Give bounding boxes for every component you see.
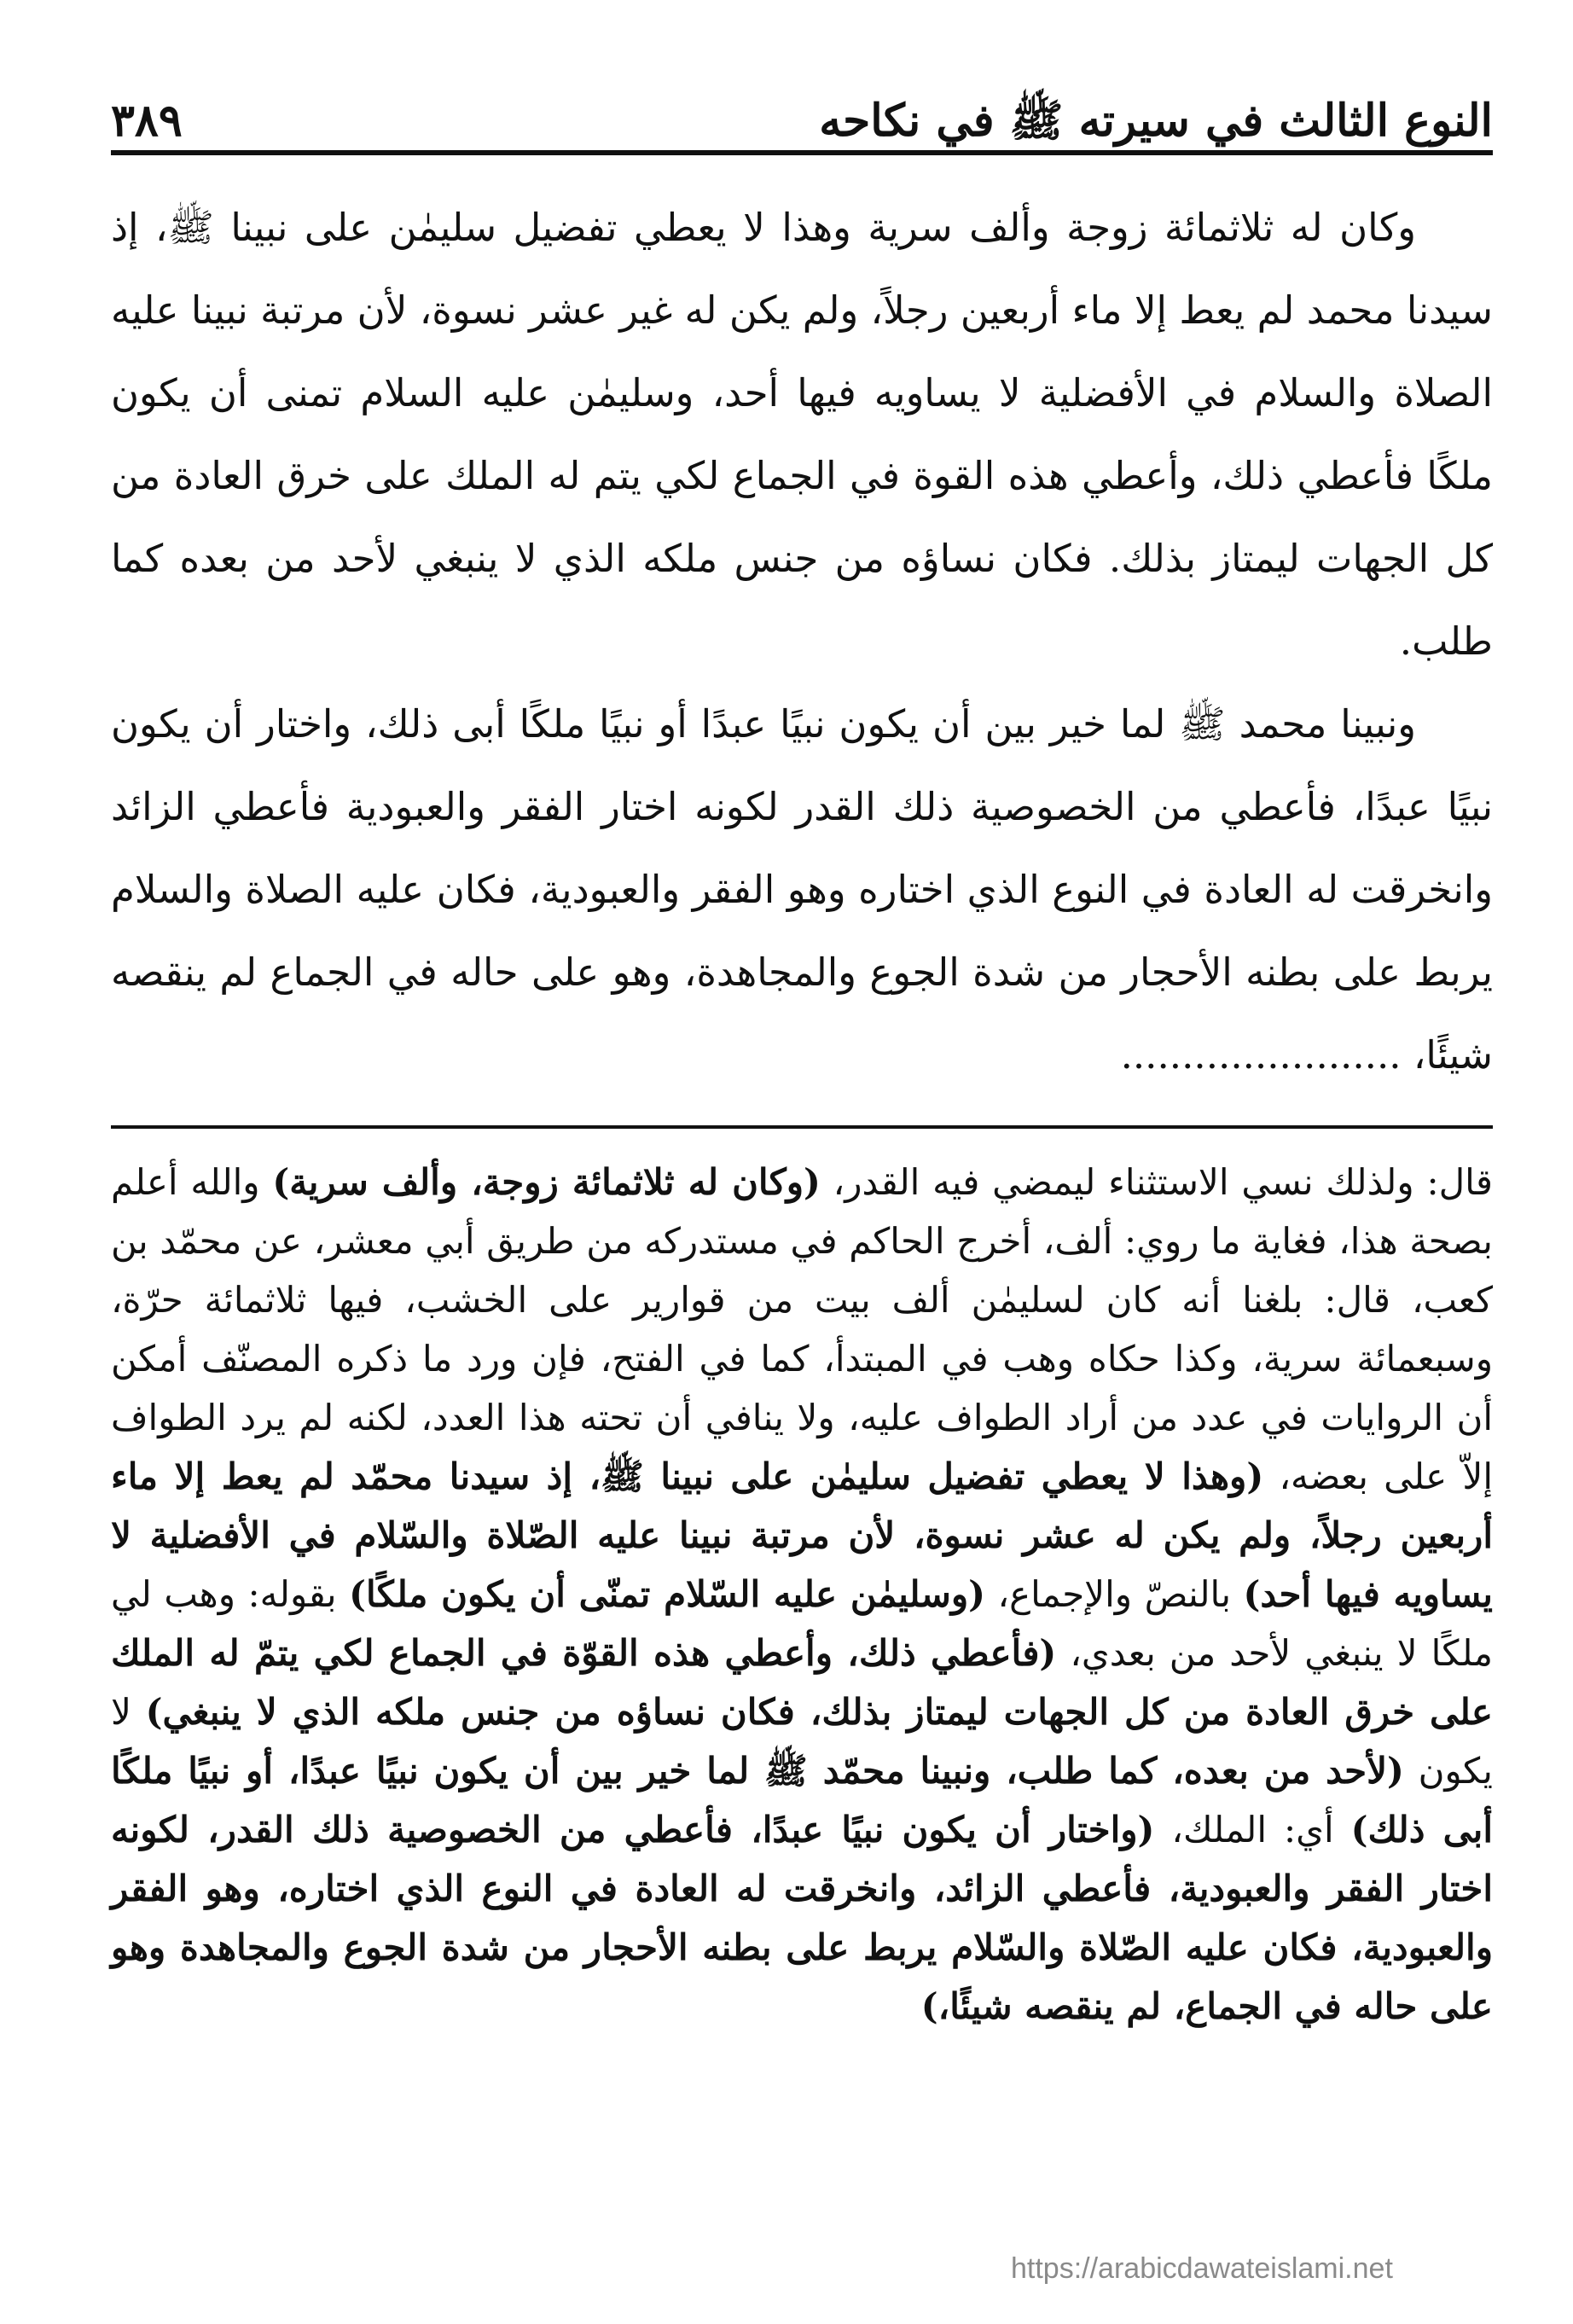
quoted-text: (وسليمٰن عليه السّلام تمنّى أن يكون ملكًا) <box>349 1573 986 1615</box>
main-paragraph: وكان له ثلاثمائة زوجة وألف سرية وهذا لا يعطي تفضيل سليمٰن على نبينا ﷺ، إذ سيدنا محمد لم يعط إلا ماء أربعين رجلاً، ولم يكن له غير عشر نسوة، لأن مرتبة نبينا عليه الصلاة والسلام في الأفضلية لا يساويه فيها أحد، وسليمٰن عليه السلام تمنى أن يكون ملكًا فأعطي ذلك، وأعطي هذه القوة في الجماع لكي يتم له الملك على خرق العادة من كل الجهات ليمتاز بذلك. فكان نساؤه من جنس ملكه الذي لا ينبغي لأحد من بعده كما طلب. <box>111 205 1493 664</box>
commentary-text-segment: لا يكون <box>111 1691 1493 1792</box>
book-page <box>111 60 1493 2278</box>
quoted-text: (وكان له ثلاثمائة زوجة، وألف سرية) <box>272 1161 821 1203</box>
main-paragraph-text: ونبينا محمد ﷺ لما خير بين أن يكون نبيًا عبدًا أو نبيًا ملكًا أبى ذلك، واختار أن يكون نبيًا عبدًا، فأعطي من الخصوصية ذلك القدر لكونه اختار الفقر والعبودية فأعطي الزائد وانخرقت له العادة في النوع الذي اختاره وهو الفقر والعبودية، فكان عليه الصلاة والسلام يربط على بطنه الأحجار من شدة الجوع والمجاهدة، وهو على حاله في الجماع لم ينقصه شيئًا، <box>111 701 1493 1078</box>
commentary-paragraph <box>111 1153 1493 2036</box>
commentary-text-segment: أي: الملك، <box>1154 1809 1351 1850</box>
quoted-text: (لأحد من بعده، كما طلب، ونبينا محمّد ﷺ لما خير بين أن يكون نبيًا عبدًا، أو نبيًا ملكًا أبى ذلك) <box>111 1750 1493 1850</box>
commentary-text-segment: قال: ولذلك نسي الاستثناء ليمضي فيه القدر، <box>820 1161 1493 1203</box>
quoted-text: (فأعطي ذلك، وأعطي هذه القوّة في الجماع لكي يتمّ له الملك على خرق العادة من كل الجهات ليمتاز بذلك، فكان نساؤه من جنس ملكه الذي لا ينبغي) <box>111 1632 1493 1733</box>
running-title: النوع الثالث في سيرته ﷺ في نكاحه <box>819 94 1493 147</box>
main-paragraph <box>111 683 1493 1096</box>
source-watermark: https://arabicdawateislami.net <box>1011 2252 1393 2285</box>
footnote-divider <box>111 1125 1493 1129</box>
commentary-text <box>111 1153 1493 2036</box>
commentary-text-segment: بالنصّ والإجماع، <box>985 1573 1244 1615</box>
page-number: ٣٨٩ <box>111 94 183 147</box>
commentary-text-segment: بقوله: وهب لي ملكًا لا ينبغي لأحد من بعدي، <box>111 1573 1493 1674</box>
ellipsis: ....................... <box>1120 1032 1402 1078</box>
quoted-text: (واختار أن يكون نبيًا عبدًا، فأعطي من الخصوصية ذلك القدر، لكونه اختار الفقر والعبودية، فأعطي الزائد، وانخرقت له العادة في النوع الذي اختاره، وهو الفقر والعبودية، فكان عليه الصّلاة والسّلام يربط على بطنه الأحجار من شدة الجوع والمجاهدة وهو على حاله في الجماع، لم ينقصه شيئًا،) <box>111 1809 1493 2027</box>
commentary-text-segment: والله أعلم بصحة هذا، فغاية ما روي: ألف، أخرج الحاكم في مستدركه من طريق أبي معشر، عن محمّد بن كعب، قال: بلغنا أنه كان لسليمٰن ألف بيت من قوارير على الخشب، فيها ثلاثمائة حرّة، وسبعمائة سرية، وكذا حكاه وهب في المبتدأ، كما في الفتح، فإن ورد ما ذكره المصنّف أمكن أن الروايات في عدد من أراد الطواف عليه، ولا ينافي أن تحته هذا العدد، لكنه لم يرد الطواف إلاّ على بعضه، <box>111 1161 1493 1497</box>
page-header <box>111 60 1493 155</box>
quoted-text: (وهذا لا يعطي تفضيل سليمٰن على نبينا ﷺ، إذ سيدنا محمّد لم يعط إلا ماء أربعين رجلاً، ولم يكن له عشر نسوة، لأن مرتبة نبينا عليه الصّلاة والسّلام في الأفضلية لا يساويه فيها أحد) <box>111 1455 1493 1615</box>
main-text <box>111 186 1493 1096</box>
